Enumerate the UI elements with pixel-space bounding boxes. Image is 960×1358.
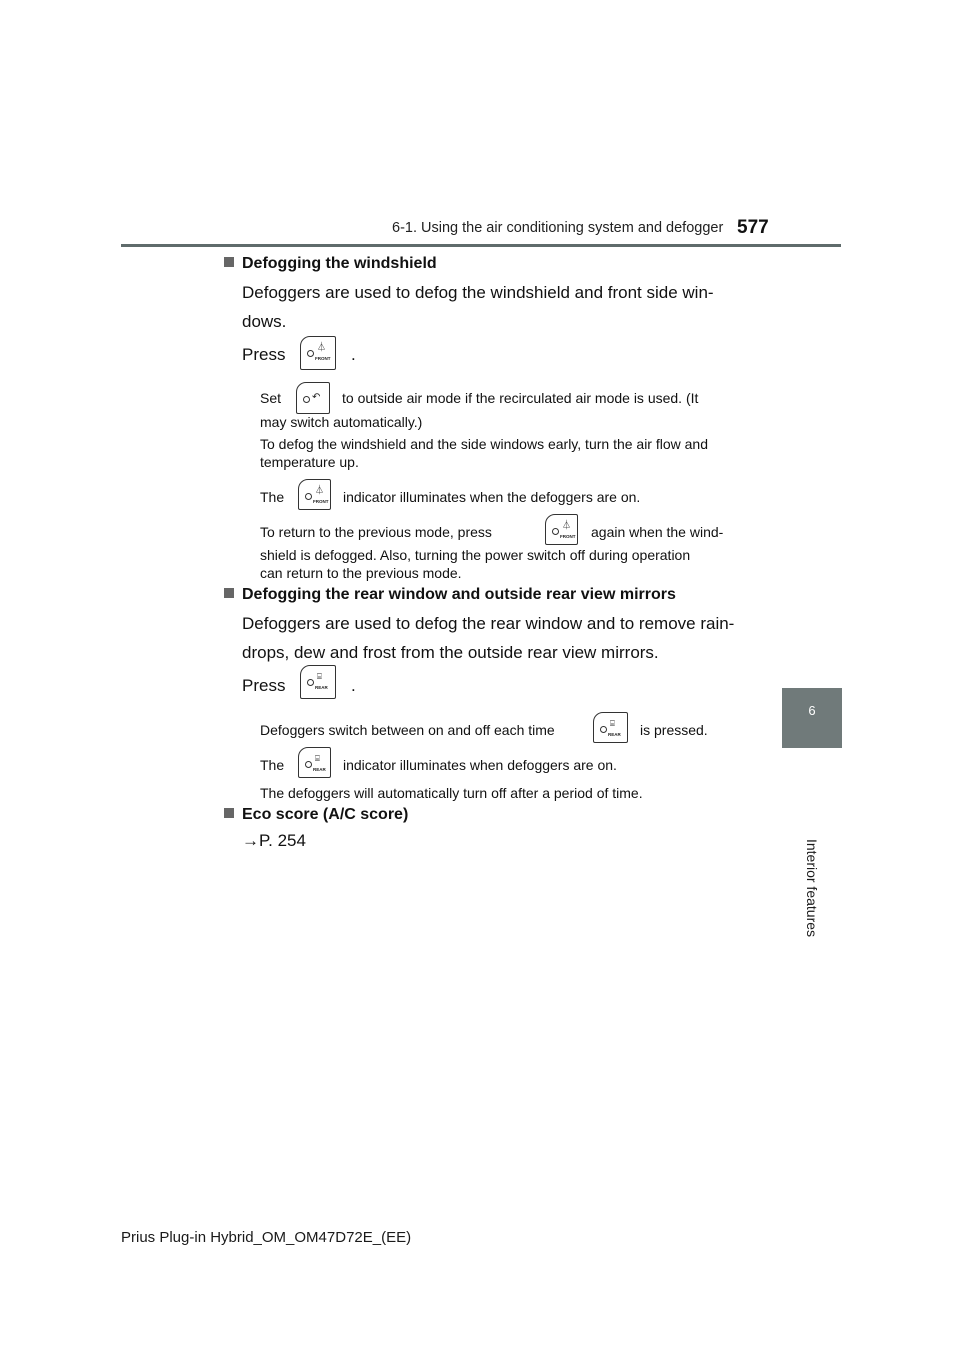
front-defog-button-icon: ⏃ FRONT (300, 336, 336, 370)
note-rear-indicator-label: The (260, 757, 285, 773)
front-defog-button-icon-2: ⏃ FRONT (545, 514, 578, 545)
note-return-label: To return to the previous mode, press (260, 524, 492, 540)
note-switch-label: Defoggers switch between on and off each time (260, 722, 555, 738)
press-label-2: Press (242, 676, 286, 695)
note-switch-text: is pressed. (640, 722, 708, 738)
press-period-2: . (351, 676, 356, 695)
page-number: 577 (737, 217, 769, 238)
front-defog-indicator-icon: ⏃ FRONT (298, 479, 331, 510)
recirculation-button-icon: ↶ (296, 382, 330, 414)
heading-bullet-icon (224, 257, 234, 267)
header-divider (121, 244, 841, 247)
note-rear-indicator-text: indicator illuminates when defoggers are on. (343, 757, 617, 773)
heading-bullet-icon (224, 588, 234, 598)
note-set-label: Set (260, 390, 282, 406)
note-defog-early: To defog the windshield and the side windows early, turn the air flow and temperature up. (260, 436, 709, 470)
rear-defog-indicator-icon: ⌸ REAR (298, 747, 331, 778)
press-label: Press (242, 345, 286, 364)
document-id: Prius Plug-in Hybrid_OM_OM47D72E_(EE) (121, 1229, 412, 1246)
note-switch-auto: may switch automatically.) (260, 414, 423, 430)
section-heading-rear-window: Defogging the rear window and outside rear view mirrors (224, 586, 676, 604)
rear-window-intro: Defoggers are used to defog the rear window and to remove rain- drops, dew and frost from the outside rear view mirrors. (242, 614, 735, 662)
section-heading-windshield: Defogging the windshield (224, 255, 437, 273)
note-indicator-text: indicator illuminates when the defoggers are on. (343, 489, 641, 505)
chapter-label: Interior features (804, 838, 820, 938)
chapter-number: 6 (808, 703, 816, 718)
chapter-tab (782, 688, 842, 748)
section-heading-eco-score: Eco score (A/C score) (224, 806, 408, 824)
note-return-text: again when the wind- (591, 524, 724, 540)
press-period: . (351, 345, 356, 364)
rear-defog-button-icon-2: ⌸ REAR (593, 712, 628, 743)
heading-bullet-icon (224, 808, 234, 818)
note-outside-air: to outside air mode if the recirculated air mode is used. (It (342, 390, 699, 406)
eco-score-reference[interactable]: →P. 254 (242, 831, 306, 850)
windshield-intro: Defoggers are used to defog the windshield and front side win- dows. (242, 283, 714, 331)
note-return-continued: shield is defogged. Also, turning the power switch off during operation can return to the previous mode. (260, 547, 691, 581)
note-indicator-label: The (260, 489, 285, 505)
rear-defog-button-icon: ⌸ REAR (300, 665, 336, 699)
section-title: 6-1. Using the air conditioning system and defogger (392, 220, 724, 236)
note-auto-off: The defoggers will automatically turn off after a period of time. (260, 785, 643, 801)
